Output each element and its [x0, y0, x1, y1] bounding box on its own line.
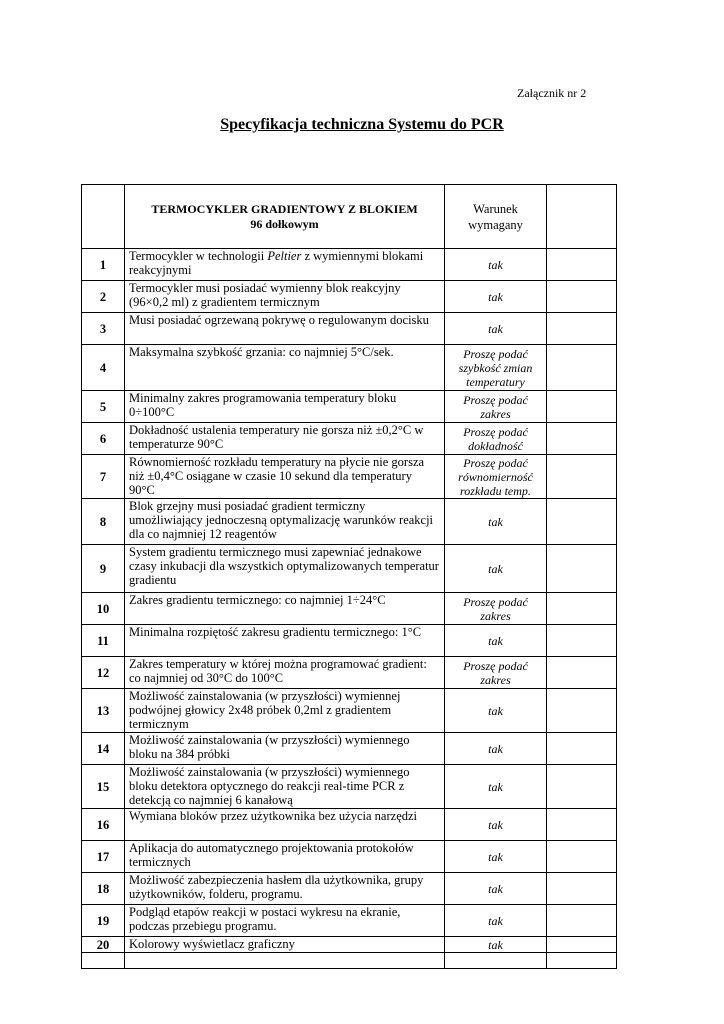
- table-row: [82, 391, 617, 423]
- row-answer-cell: [547, 765, 617, 809]
- table-footer-row: [82, 953, 617, 969]
- row-description-text: Maksymalna szybkość grzania: co najmniej 5°C/sek.: [129, 345, 394, 359]
- table-row: [82, 689, 617, 733]
- table-row: [82, 423, 617, 455]
- row-answer-cell: [547, 391, 617, 423]
- header-requirement-cell: [445, 185, 547, 249]
- row-description-text: Możliwość zainstalowania (w przyszłości) wymiennej podwójnej głowicy 2x48 próbek 0,2ml z gradientem termicznym: [129, 689, 401, 731]
- row-requirement: tak: [445, 313, 547, 345]
- row-number: 19: [82, 905, 125, 937]
- annex-label: Załącznik nr 2: [517, 86, 587, 100]
- row-requirement: tak: [445, 841, 547, 873]
- header-number-cell: [82, 185, 125, 249]
- header-description-line1: TERMOCYKLER GRADIENTOWY Z BLOKIEM: [151, 201, 418, 216]
- table-row: [82, 657, 617, 689]
- row-description-text: Blok grzejny musi posiadać gradient termiczny umożliwiający jednoczesną optymalizację warunków reakcji dla co najmniej 12 reagentów: [129, 499, 434, 541]
- table-row: [82, 499, 617, 545]
- row-answer-cell: [547, 423, 617, 455]
- table-row: [82, 841, 617, 873]
- row-answer-cell: [547, 249, 617, 281]
- row-description-text: Zakres gradientu termicznego: co najmniej 1÷24°C: [129, 593, 386, 607]
- table-row: [82, 281, 617, 313]
- row-description: [125, 841, 445, 873]
- row-description-text: Minimalny zakres programowania temperatury bloku 0÷100°C: [129, 391, 397, 419]
- page-title: Specyfikacja techniczna Systemu do PCR: [220, 116, 504, 133]
- row-number: 1: [82, 249, 125, 281]
- row-answer-cell: [547, 733, 617, 765]
- row-answer-cell: [547, 499, 617, 545]
- table-row: [82, 313, 617, 345]
- row-description: [125, 937, 445, 953]
- table-row: [82, 545, 617, 593]
- row-description-text: Podgląd etapów reakcji w postaci wykresu na ekranie, podczas przebiegu programu.: [129, 905, 401, 933]
- row-answer-cell: [547, 905, 617, 937]
- row-answer-cell: [547, 841, 617, 873]
- row-requirement: tak: [445, 281, 547, 313]
- footer-cell: [125, 953, 445, 969]
- table-body: [82, 249, 617, 953]
- row-requirement: tak: [445, 873, 547, 905]
- table-row: [82, 345, 617, 391]
- row-requirement: tak: [445, 249, 547, 281]
- row-number: 17: [82, 841, 125, 873]
- row-description: [125, 809, 445, 841]
- header-description-cell: [125, 185, 445, 249]
- row-description: [125, 733, 445, 765]
- header-requirement-line2: wymagany: [468, 217, 523, 232]
- footer-cell: [82, 953, 125, 969]
- row-requirement: tak: [445, 625, 547, 657]
- row-description-text: Możliwość zainstalowania (w przyszłości) wymiennego bloku detektora optycznego do reakcji real-time PCR z detekcją co najmniej 6 kanałową: [129, 765, 410, 807]
- table-row: [82, 593, 617, 625]
- row-number: 3: [82, 313, 125, 345]
- row-number: 14: [82, 733, 125, 765]
- row-number: 16: [82, 809, 125, 841]
- table-row: [82, 249, 617, 281]
- row-answer-cell: [547, 593, 617, 625]
- row-description: [125, 345, 445, 391]
- table-row: [82, 455, 617, 499]
- table-row: [82, 625, 617, 657]
- row-number: 15: [82, 765, 125, 809]
- row-answer-cell: [547, 281, 617, 313]
- row-description: [125, 391, 445, 423]
- row-answer-cell: [547, 313, 617, 345]
- row-answer-cell: [547, 873, 617, 905]
- table-header-row: [82, 185, 617, 249]
- row-description-text: z wymiennymi blokami reakcyjnymi: [129, 249, 424, 277]
- row-answer-cell: [547, 937, 617, 953]
- row-description: [125, 873, 445, 905]
- row-description-text: Termocykler w technologii: [129, 249, 268, 263]
- specification-table: [81, 184, 617, 969]
- row-description: [125, 423, 445, 455]
- row-requirement: tak: [445, 765, 547, 809]
- row-description: [125, 765, 445, 809]
- row-description-text: System gradientu termicznego musi zapewniać jednakowe czasy inkubacji dla wszystkich optymalizowanych temperatur gradientu: [129, 545, 439, 587]
- row-answer-cell: [547, 689, 617, 733]
- row-requirement: tak: [445, 905, 547, 937]
- row-description-text: Kolorowy wyświetlacz graficzny: [129, 937, 295, 951]
- row-answer-cell: [547, 345, 617, 391]
- footer-cell: [547, 953, 617, 969]
- table-row: [82, 809, 617, 841]
- row-requirement: tak: [445, 937, 547, 953]
- row-description: [125, 545, 445, 593]
- header-answer-cell: [547, 185, 617, 249]
- row-requirement: Proszę podać zakres: [445, 593, 547, 625]
- row-requirement: Proszę podać równomierność rozkładu temp.: [445, 455, 547, 499]
- table-row: [82, 937, 617, 953]
- row-description-text: Dokładność ustalenia temperatury nie gorsza niż ±0,2°C w temperaturze 90°C: [129, 423, 424, 451]
- row-description: [125, 657, 445, 689]
- row-description-text: Musi posiadać ogrzewaną pokrywę o regulowanym docisku: [129, 313, 429, 327]
- row-answer-cell: [547, 545, 617, 593]
- row-requirement: tak: [445, 733, 547, 765]
- row-requirement: tak: [445, 809, 547, 841]
- row-requirement: Proszę podać szybkość zmian temperatury: [445, 345, 547, 391]
- row-number: 4: [82, 345, 125, 391]
- row-description-text: Możliwość zabezpieczenia hasłem dla użytkownika, grupy użytkowników, folderu, programu.: [129, 873, 424, 901]
- table-row: [82, 765, 617, 809]
- row-requirement: tak: [445, 689, 547, 733]
- row-number: 8: [82, 499, 125, 545]
- row-description: [125, 281, 445, 313]
- table-row: [82, 905, 617, 937]
- footer-cell: [445, 953, 547, 969]
- row-number: 5: [82, 391, 125, 423]
- row-description: [125, 689, 445, 733]
- header-description-line2: 96 dołkowym: [250, 216, 319, 231]
- row-description-text: Aplikacja do automatycznego projektowania protokołów termicznych: [129, 841, 414, 869]
- row-description-text: Możliwość zainstalowania (w przyszłości) wymiennego bloku na 384 próbki: [129, 733, 410, 761]
- header-requirement-line1: Warunek: [473, 201, 518, 216]
- row-number: 7: [82, 455, 125, 499]
- row-requirement: Proszę podać dokładność: [445, 423, 547, 455]
- row-number: 11: [82, 625, 125, 657]
- row-number: 9: [82, 545, 125, 593]
- row-description: [125, 593, 445, 625]
- row-description: [125, 499, 445, 545]
- row-description: [125, 625, 445, 657]
- row-description: [125, 905, 445, 937]
- row-number: 20: [82, 937, 125, 953]
- row-number: 10: [82, 593, 125, 625]
- row-requirement: tak: [445, 499, 547, 545]
- row-description-text: Zakres temperatury w której można programować gradient: co najmniej od 30°C do 100°C: [129, 657, 427, 685]
- row-description-text: Termocykler musi posiadać wymienny blok reakcyjny (96×0,2 ml) z gradientem termicznym: [129, 281, 401, 309]
- table-row: [82, 873, 617, 905]
- row-number: 2: [82, 281, 125, 313]
- row-description-text: Minimalna rozpiętość zakresu gradientu termicznego: 1°C: [129, 625, 422, 639]
- table-row: [82, 733, 617, 765]
- row-answer-cell: [547, 809, 617, 841]
- row-number: 6: [82, 423, 125, 455]
- row-answer-cell: [547, 455, 617, 499]
- row-number: 12: [82, 657, 125, 689]
- row-description: [125, 455, 445, 499]
- row-number: 18: [82, 873, 125, 905]
- row-requirement: Proszę podać zakres: [445, 657, 547, 689]
- row-answer-cell: [547, 657, 617, 689]
- row-description-text: Równomierność rozkładu temperatury na płycie nie gorsza niż ±0,4°C osiągane w czasie 10 sekund dla temperatury 90°C: [129, 455, 425, 497]
- row-description-italic: Peltier: [267, 249, 302, 263]
- row-requirement: Proszę podać zakres: [445, 391, 547, 423]
- row-requirement: tak: [445, 545, 547, 593]
- row-description: [125, 249, 445, 281]
- row-description-text: Wymiana bloków przez użytkownika bez użycia narzędzi: [129, 809, 418, 823]
- row-description: [125, 313, 445, 345]
- row-answer-cell: [547, 625, 617, 657]
- row-number: 13: [82, 689, 125, 733]
